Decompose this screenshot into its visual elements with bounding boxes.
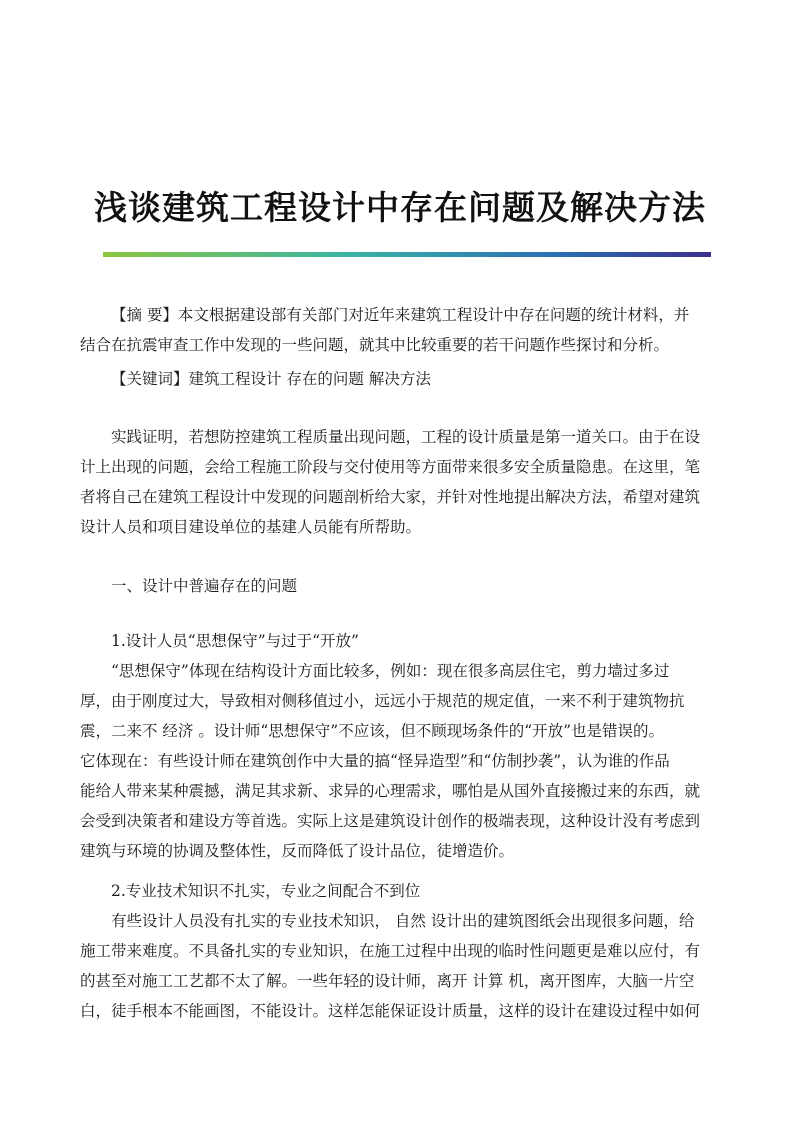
document-title: 浅谈建筑工程设计中存在问题及解决方法	[94, 188, 706, 228]
text-line: 实践证明，若想防控建筑工程质量出现问题，工程的设计质量是第一道关口。由于在设	[111, 428, 701, 446]
text-line: 有些设计人员没有扎实的专业技术知识， 自然 设计出的建筑图纸会出现很多问题，给	[111, 912, 695, 930]
text-line: 结合在抗震审查工作中发现的一些问题，就其中比较重要的若干问题作些探讨和分析。	[80, 336, 670, 354]
text-line: 能给人带来某种震撼，满足其求新、求异的心理需求，哪怕是从国外直接搬过来的东西，就	[80, 782, 701, 800]
text-line: 它体现在：有些设计师在建筑创作中大量的搞“怪异造型”和“仿制抄袭”，认为谁的作品	[80, 752, 670, 770]
text-line: 白，徒手根本不能画图，不能设计。这样怎能保证设计质量，这样的设计在建设过程中如何	[80, 1002, 701, 1020]
paragraph-1	[80, 656, 720, 866]
subheading-2	[80, 876, 720, 906]
keywords-line	[80, 364, 720, 394]
subheading-text: 2.专业技术知识不扎实，专业之间配合不到位	[111, 882, 421, 900]
text-line: 会受到决策者和建设方等首选。实际上这是建筑设计创作的极端表现，这种设计没有考虑到	[80, 812, 701, 830]
text-line: 震，二来不 经济 。设计师“思想保守”不应该，但不顾现场条件的“开放”也是错误的。	[80, 722, 665, 740]
text-line: 施工带来难度。不具备扎实的专业知识，在施工过程中出现的临时性问题更是难以应付，有	[80, 942, 701, 960]
text-line: “思想保守”体现在结构设计方面比较多，例如：现在很多高层住宅，剪力墙过多过	[111, 662, 670, 680]
text-line: 者将自己在建筑工程设计中发现的问题剖析给大家，并针对性地提出解决方法，希望对建筑	[80, 488, 701, 506]
keywords-text: 【关键词】建筑工程设计 存在的问题 解决方法	[111, 370, 431, 388]
text-line: 【摘 要】本文根据建设部有关部门对近年来建筑工程设计中存在问题的统计材料，并	[111, 306, 690, 324]
section-heading-text: 一、设计中普遍存在的问题	[111, 577, 298, 595]
title-divider	[103, 252, 711, 257]
text-line: 的甚至对施工工艺都不太了解。一些年轻的设计师，离开 计算 机，离开图库，大脑一片空	[80, 972, 695, 990]
text-line: 计上出现的问题，会给工程施工阶段与交付使用等方面带来很多安全质量隐患。在这里，笔	[80, 458, 701, 476]
subheading-1	[80, 626, 720, 656]
text-line: 厚，由于刚度过大，导致相对侧移值过小，远远小于规范的规定值，一来不利于建筑物抗	[80, 692, 685, 710]
section-heading-1	[80, 571, 720, 601]
text-line: 设计人员和项目建设单位的基建人员能有所帮助。	[80, 518, 422, 536]
text-line: 建筑与环境的协调及整体性，反而降低了设计品位，徒增造价。	[80, 842, 515, 860]
abstract-paragraph	[80, 300, 720, 360]
subheading-text: 1.设计人员“思想保守”与过于“开放”	[111, 632, 359, 650]
paragraph-2	[80, 906, 720, 1026]
intro-paragraph	[80, 422, 720, 542]
